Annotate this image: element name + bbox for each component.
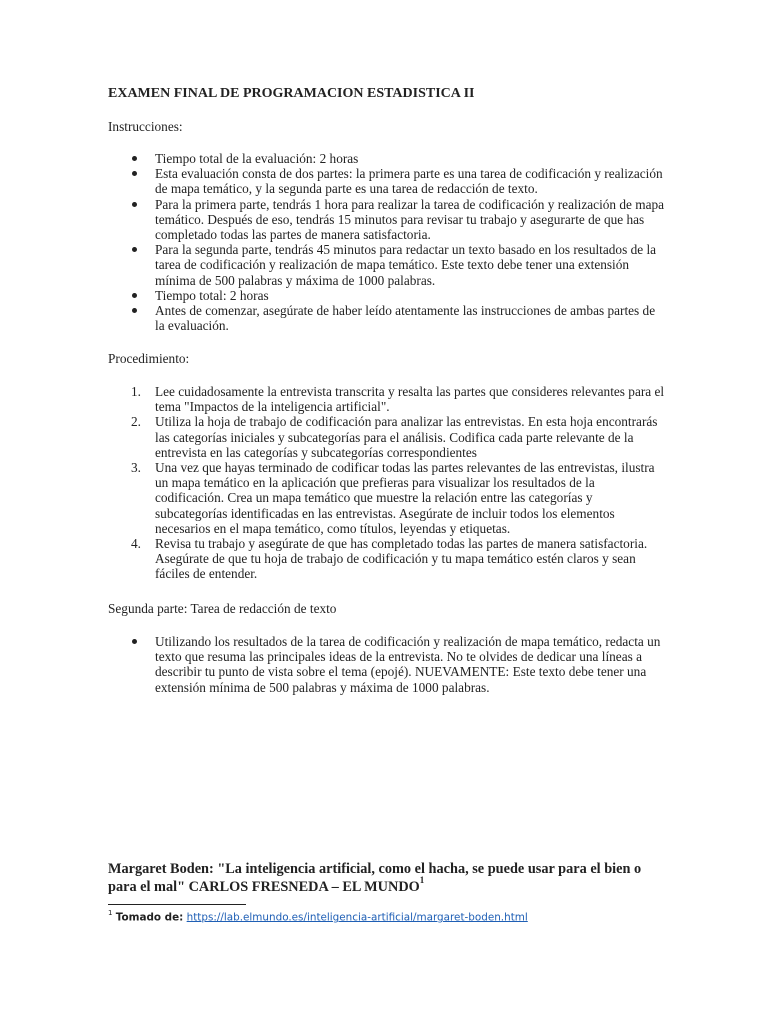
bullet-icon [132, 171, 137, 176]
part2-heading: Segunda parte: Tarea de redacción de texto [108, 601, 337, 616]
footnote-reference[interactable]: 1 [419, 875, 425, 886]
list-number: 1. [131, 384, 141, 399]
list-number: 4. [131, 536, 141, 552]
instruction-item: Tiempo total: 2 horas [155, 288, 665, 303]
instruction-item: Antes de comenzar, asegúrate de haber leído atentamente las instrucciones de ambas partes de la evaluación. [155, 303, 665, 333]
bullet-icon [132, 202, 137, 207]
instructions-list [155, 151, 665, 333]
list-number: 2. [131, 414, 141, 430]
procedure-heading: Procedimiento: [108, 351, 190, 366]
instruction-item: Para la primera parte, tendrás 1 hora para realizar la tarea de codificación y realización de mapa temático. Después de eso, tendrás 15 minutos para revisar tu trabajo y asegurarte de que has completado todas las partes de manera satisfactoria. [155, 197, 665, 243]
footnote-mark: 1 [108, 909, 113, 917]
instructions-heading: Instrucciones: [108, 119, 183, 134]
bullet-icon [132, 639, 137, 644]
bullet-icon [132, 293, 137, 298]
instruction-item: Esta evaluación consta de dos partes: la primera parte es una tarea de codificación y realización de mapa temático, y la segunda parte es una tarea de redacción de texto. [155, 166, 665, 196]
document-title: EXAMEN FINAL DE PROGRAMACION ESTADISTICA II [108, 86, 475, 101]
part2-item: Utilizando los resultados de la tarea de codificación y realización de mapa temático, redacta un texto que resuma las principales ideas de la entrevista. No te olvides de dedicar una líneas a describir tu punto de vista sobre el tema (epojé). NUEVAMENTE: Este texto debe tener una extensión mínima de 500 palabras y máxima de 1000 palabras. [155, 634, 665, 695]
footnote-link[interactable]: https://lab.elmundo.es/inteligencia-artificial/margaret-boden.html [186, 911, 528, 924]
footnote-separator [108, 904, 246, 905]
procedure-list [131, 384, 665, 582]
list-number: 3. [131, 460, 141, 476]
bullet-icon [132, 156, 137, 161]
footnote-label: Tomado de: [115, 911, 184, 924]
procedure-item: 4. Revisa tu trabajo y asegúrate de que has completado todas las partes de manera satisfactoria. Asegúrate de que tu hoja de trabajo de codificación y tu mapa temático estén claros y sean fáciles de entender. [131, 536, 648, 582]
footnote [108, 907, 528, 924]
quote-heading: Margaret Boden: "La inteligencia artificial, como el hacha, se puede usar para el bien o para el mal" CARLOS FRESNEDA – EL MUNDO$^1$ [108, 861, 642, 895]
bullet-icon [132, 247, 137, 252]
procedure-item: 1. Lee cuidadosamente la entrevista transcrita y resalta las partes que consideres relevantes para el tema "Impactos de la inteligencia artificial". [131, 384, 665, 415]
procedure-item: 3. Una vez que hayas terminado de codificar todas las partes relevantes de las entrevistas, ilustra un mapa temático en la aplicación que prefieras para visualizar los resultados de la codificación. Crea un mapa temático que muestre la relación entre las categorías y subcategorías identificadas en las entrevistas. Asegúrate de incluir todos los elementos necesarios en el mapa temático, como títulos, leyendas y etiquetas. [131, 460, 655, 536]
part2-list [155, 634, 665, 695]
instruction-item: Tiempo total de la evaluación: 2 horas [155, 151, 665, 166]
procedure-item: 2. Utiliza la hoja de trabajo de codificación para analizar las entrevistas. En esta hoja encontrarás las categorías iniciales y subcategorías para el análisis. Codifica cada parte relevante de la entrevista en las categorías y subcategorías correspondientes [131, 414, 658, 460]
bullet-icon [132, 308, 137, 313]
instruction-item: Para la segunda parte, tendrás 45 minutos para redactar un texto basado en los resultados de la tarea de codificación y realización de mapa temático. Este texto debe tener una extensión mínima de 500 palabras y máxima de 1000 palabras. [155, 242, 665, 288]
